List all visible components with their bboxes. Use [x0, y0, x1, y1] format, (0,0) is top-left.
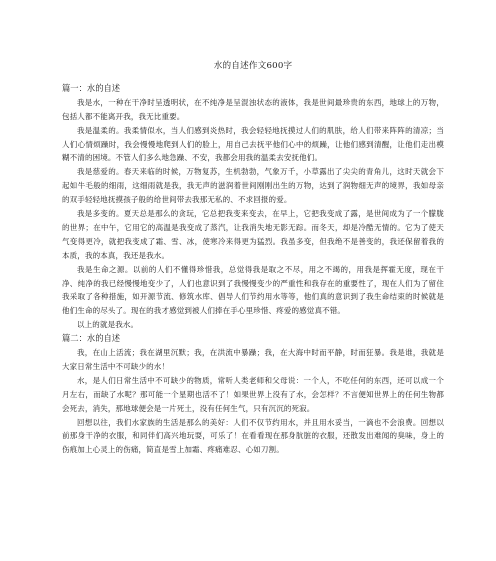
paragraph: 我，在山上活流；我在湖里沉默；我，在洪流中暴躁；我，在大海中时而平静，时而狂暴。我是谁，我就是大家日常生活中不可缺少的水！ [62, 348, 444, 371]
paragraph: 水，是人们日常生活中不可缺少的物质，常听人类老师和父母说：一个人，不吃任何的东西，还可以成一个月左右，而缺了水呢？那可能一个星期也活不了！如果世界上没有了水，会怎样？不言便知世界上的任何生物都会死去，消失，那地球便会是一片死土，没有任何生气，只有沉沉的死寂。 [62, 375, 444, 413]
paragraph: 我是多变的。夏天总是那么的贪玩，它总把我变来变去，在早上，它把我变成了露，是世间成为了一个朦胧的世界；在中午，它用它的高温是我变成了蒸汽，让我消失地无影无踪。而冬天，却是冷酷无情的。它为了使天气变得更冷，就把我变成了霜、雪、冰，使寒冷来得更为猛烈。我虽多变，但我绝不是善变的，我还保留着我的本质，我的本真，我还是我水。 [62, 209, 444, 260]
section-one [62, 82, 444, 332]
section-heading: 篇二：水的自述 [62, 333, 121, 344]
document-title: 水的自述作文600字 [213, 61, 293, 71]
paragraph: 我是生命之源。以前的人们不懂得珍惜我，总觉得我是取之不尽，用之不竭的，用我是挥霍无度，现在干净、纯净的我已经慢慢地变少了，人们也意识到了我慢慢变少的严重性和我存在的重要性了，现在人们为了留住我采取了各种措施，如开源节流、修筑水库、倡导人们节约用水等等，他们真的意识到了我生命结束的时候就是他们生命的尽头了。现在的我才感觉到被人们捧在手心里珍惜、疼爱的感觉真不错。 [62, 264, 444, 316]
document-page [62, 60, 444, 457]
paragraph: 我是慈爱的。春天来临的时候，万物复苏，生机勃勃，气象万千，小草露出了尖尖的青角儿，这时天就会下起如牛毛般的细雨，这细雨就是我，我无声的滋润着世间刚刚出生的万物，达到了润物细无声的境界，我如母亲的双手轻轻地抚摸孩子般的给世间带去我那无私的、不求回报的爱。 [62, 167, 444, 205]
section-heading: 篇一：水的自述 [62, 83, 121, 93]
paragraph: 回想以往，我们水家族的生活是那么的美好：人们不仅节约用水，并且用水妥当，一滴也不会浪费。回想以前那身干净的衣服，和同伴们高兴地玩耍，可乐了！在看看现在那身肮脏的衣服，还散发出难闻的臭味，身上的伤痕加上心灵上的伤痛，简直是雪上加霜、疼痛难忍、心如刀割。 [62, 417, 444, 455]
paragraph: 以上的就是我水。 [77, 320, 139, 330]
paragraph: 我是水，一种在干净时呈透明状，在不纯净是呈混浊状态的液体，我是世间最珍贵的东西，地球上的万物，包括人都不能离开我，我无比重要。 [62, 97, 444, 121]
section-two [62, 332, 444, 457]
paragraph: 我是温柔的。我柔情似水，当人们感到炎热时，我会轻轻地抚摸过人们的肌肤，给人们带来阵阵的清凉；当人们心情烦躁时，我会慢慢地爬到人们的脸上，用自己去抚平他们心中的烦躁，让他们感到清醒，让他们走出模糊不清的困境。不管人们多么地急躁、不安，我都会用我的温柔去安抚他们。 [62, 125, 444, 163]
